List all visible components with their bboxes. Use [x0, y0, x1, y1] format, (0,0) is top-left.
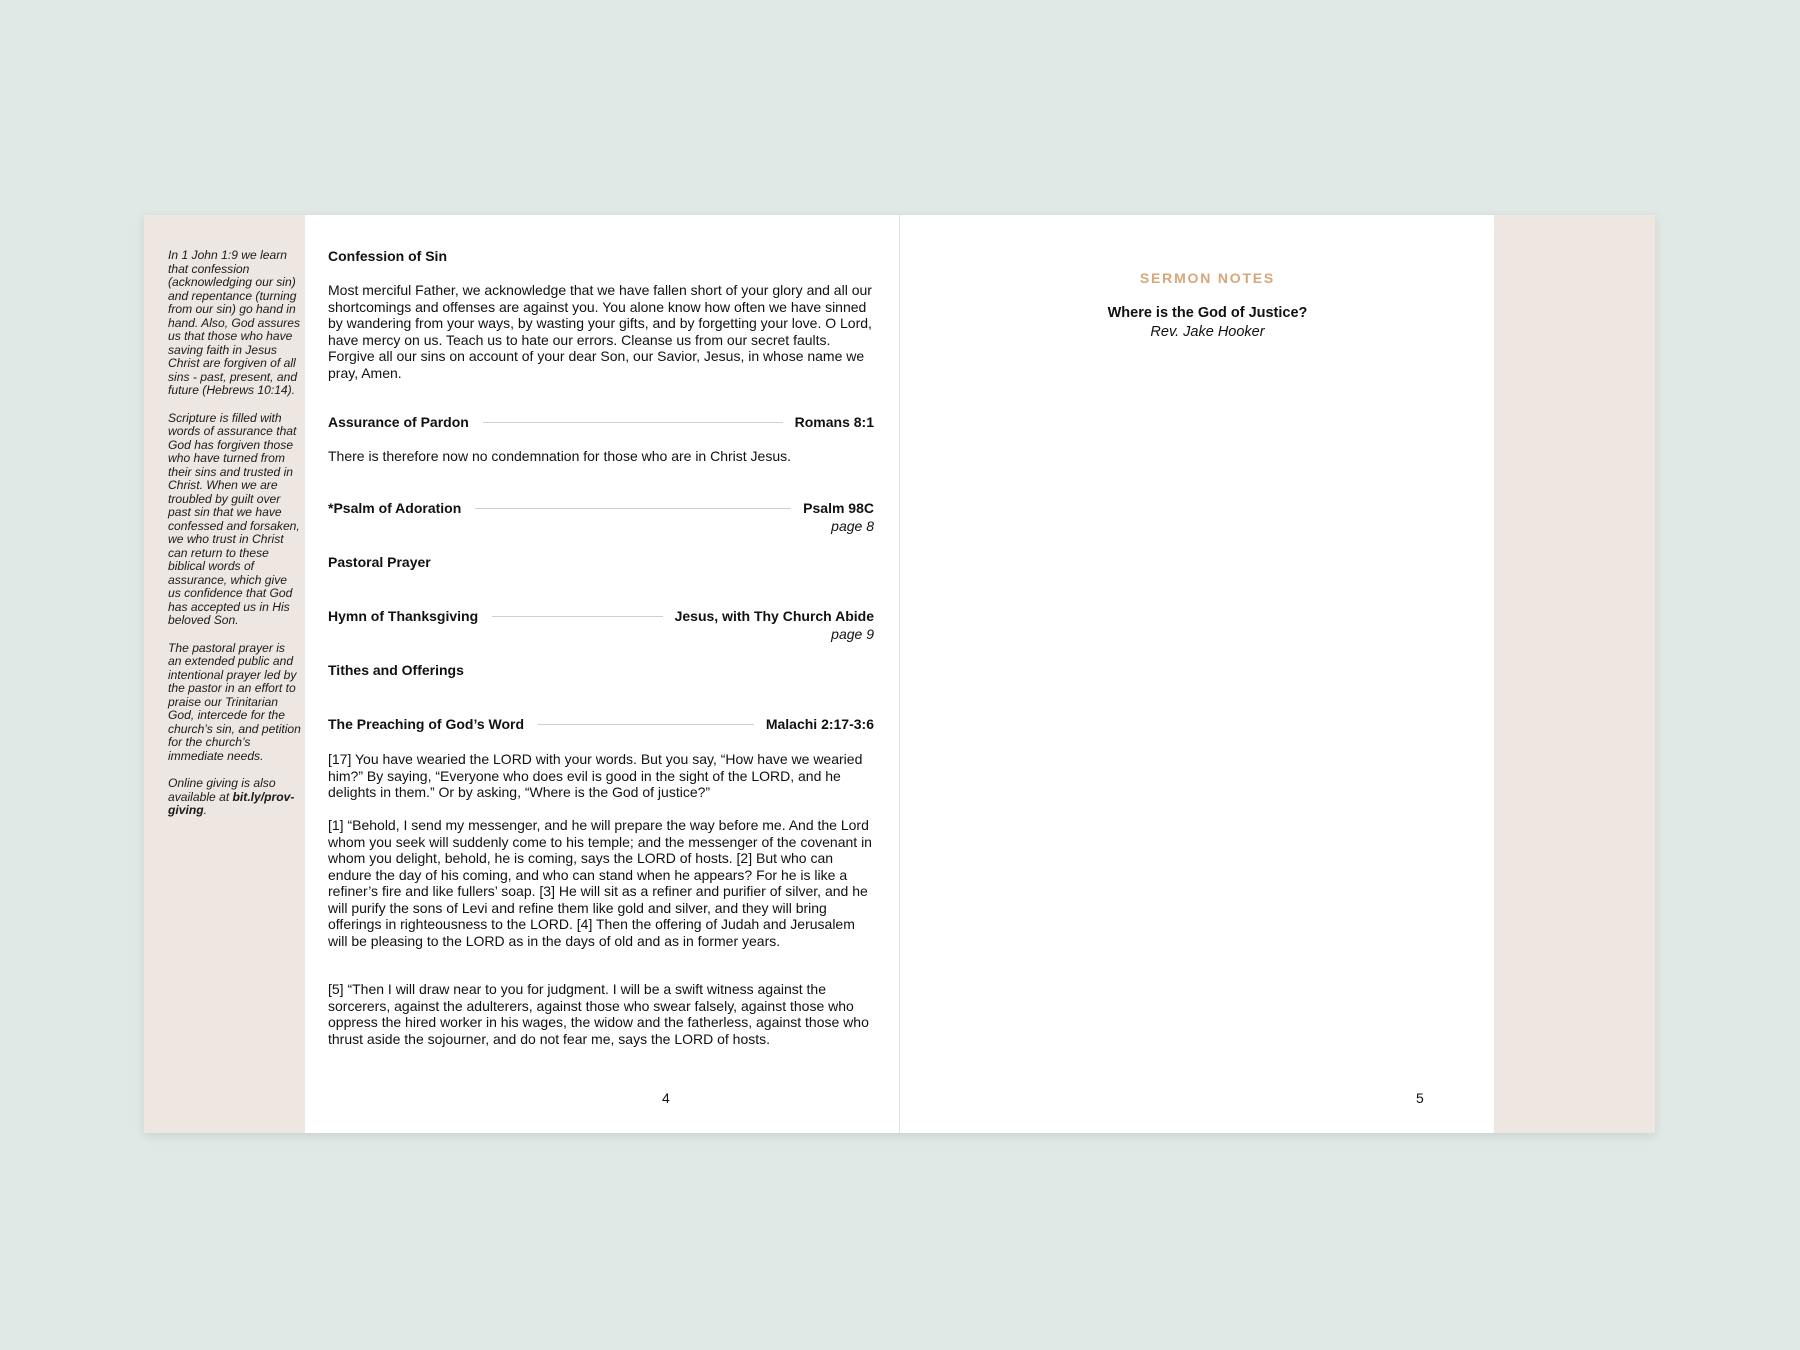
assurance-reference: Romans 8:1	[794, 414, 874, 430]
left-margin-panel	[144, 215, 305, 1133]
note-pastoral-prayer: The pastoral prayer is an extended public and intentional prayer led by the pastor in an effort to praise our Trinitarian God, intercede for the church’s sin, and petition for the church’s immediate needs.	[168, 640, 301, 763]
leader-line	[483, 422, 783, 423]
hymn-label: Hymn of Thanksgiving	[328, 608, 479, 624]
page-number-right: 5	[1416, 1090, 1424, 1106]
hymn-reference: Jesus, with Thy Church Abide	[674, 608, 874, 624]
bulletin-spread	[144, 215, 1655, 1133]
sermon-preacher: Rev. Jake Hooker	[1150, 324, 1265, 340]
giving-link[interactable]: bit.ly/prov-giving	[168, 789, 295, 817]
page-number-left: 4	[662, 1090, 670, 1106]
preaching-row	[328, 716, 874, 733]
pastoral-prayer-label: Pastoral Prayer	[328, 554, 431, 570]
sermon-title: Where is the God of Justice?	[1107, 305, 1308, 321]
left-page	[328, 215, 874, 1133]
psalm-reference: Psalm 98C	[803, 500, 874, 516]
preaching-reference: Malachi 2:17-3:6	[765, 716, 874, 732]
sermon-notes-heading: SERMON NOTES	[1139, 270, 1276, 286]
leader-line	[538, 724, 754, 725]
assurance-row	[328, 414, 874, 431]
giving-period: .	[203, 803, 207, 817]
confession-text: Most merciful Father, we acknowledge that we have fallen short of your glory and all our shortcomings and offenses are against you. You alone know how often we have sinned by wandering from your ways, by wasting your gifts, and by forgetting your love. O Lord, have mercy on us. Teach us to hate our errors. Cleanse us from our secret faults. Forgive all our sins on account of your dear Son, our Savior, Jesus, in whose name we pray, Amen.	[328, 282, 872, 381]
scripture-paragraph: [5] “Then I will draw near to you for judgment. I will be a swift witness against the sorcerers, against the adulterers, against those who swear falsely, against those who oppress the hired worker in his wages, the widow and the fatherless, against those who thrust aside the sojourner, and do not fear me, says the LORD of hosts.	[328, 981, 869, 1047]
hymn-row	[328, 608, 874, 625]
psalm-page: page 8	[831, 518, 874, 534]
psalm-label: *Psalm of Adoration	[328, 500, 462, 516]
assurance-text: There is therefore now no condemnation for those who are in Christ Jesus.	[328, 448, 792, 464]
note-online-giving	[168, 777, 301, 818]
note-confession: In 1 John 1:9 we learn that confession (acknowledging our sin) and repentance (turning from our sin) go hand in hand. Also, God assures us that those who have saving faith in Jesus Christ are forgiven of all sins - past, present, and future (Hebrews 10:14).	[168, 248, 300, 397]
psalm-row	[328, 500, 874, 517]
assurance-label: Assurance of Pardon	[328, 414, 469, 430]
leader-line	[475, 508, 791, 509]
confession-title: Confession of Sin	[328, 248, 447, 264]
giving-text: Online giving is also available at	[168, 776, 276, 804]
note-assurance: Scripture is filled with words of assurance that God has forgiven those who have turned from their sins and trusted in Christ. When we are troubled by guilt over past sin that we have confessed and forsaken, we who trust in Christ can return to these biblical words of assurance, which give us confidence that God has accepted us in His beloved Son.	[168, 410, 300, 627]
scripture-paragraph: [1] “Behold, I send my messenger, and he will prepare the way before me. And the Lord whom you seek will suddenly come to his temple; and the messenger of the covenant in whom you delight, behold, he is coming, says the LORD of hosts. [2] But who can endure the day of his coming, and who can stand when he appears? For he is like a refiner’s fire and like fullers’ soap. [3] He will sit as a refiner and purifier of silver, and he will purify the sons of Levi and refine them like gold and silver, and they will bring offerings in righteousness to the LORD. [4] Then the offering of Judah and Jerusalem will be pleasing to the LORD as in the days of old and as in former years.	[328, 817, 872, 949]
scripture-paragraph: [17] You have wearied the LORD with your words. But you say, “How have we wearied him?” By saying, “Everyone who does evil is good in the sight of the LORD, and he delights in them.” Or by asking, “Where is the God of justice?”	[328, 751, 863, 800]
preaching-label: The Preaching of God’s Word	[328, 716, 525, 732]
right-margin-panel	[1494, 215, 1655, 1133]
hymn-page: page 9	[831, 626, 874, 642]
sidebar-notes	[168, 249, 301, 832]
right-page	[900, 215, 1494, 1133]
tithes-label: Tithes and Offerings	[328, 662, 464, 678]
leader-line	[492, 616, 662, 617]
